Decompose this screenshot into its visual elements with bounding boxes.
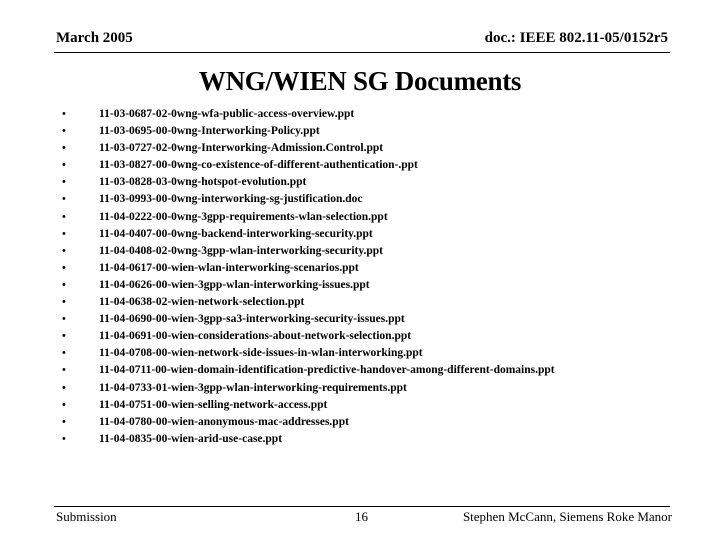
list-item — [62, 313, 555, 330]
header-doc-id: doc.: IEEE 802.11-05/0152r5 — [484, 30, 668, 46]
document-filename: 11-03-0727-02-0wng-Interworking-Admission.Control.ppt — [99, 142, 384, 155]
list-item — [62, 125, 555, 142]
document-filename: 11-03-0993-00-0wng-interworking-sg-justification.doc — [99, 193, 363, 206]
bullet-icon: • — [62, 364, 66, 377]
list-item — [62, 159, 555, 176]
list-item — [62, 176, 555, 193]
document-filename: 11-04-0626-00-wien-3gpp-wlan-interworking-issues.ppt — [99, 278, 370, 291]
header-divider — [54, 52, 670, 53]
bullet-icon: • — [62, 278, 66, 291]
document-list — [62, 108, 555, 450]
bullet-icon: • — [62, 296, 66, 309]
bullet-icon: • — [62, 176, 66, 189]
document-filename: 11-04-0408-02-0wng-3gpp-wlan-interworking-security.ppt — [99, 244, 383, 257]
list-item — [62, 211, 555, 228]
list-item — [62, 364, 555, 381]
document-filename: 11-03-0828-03-0wng-hotspot-evolution.ppt — [99, 176, 307, 189]
list-item — [62, 399, 555, 416]
document-filename: 11-04-0407-00-0wng-backend-interworking-security.ppt — [99, 227, 373, 240]
document-filename: 11-04-0690-00-wien-3gpp-sa3-interworking-security-issues.ppt — [99, 313, 405, 326]
list-item — [62, 262, 555, 279]
document-filename: 11-04-0835-00-wien-arid-use-case.ppt — [99, 432, 283, 445]
footer-divider — [54, 506, 670, 507]
bullet-icon: • — [62, 398, 66, 411]
slide-title: WNG/WIEN SG Documents — [198, 66, 522, 96]
bullet-icon: • — [62, 261, 66, 274]
bullet-icon: • — [62, 108, 66, 120]
document-filename: 11-03-0695-00-0wng-Interworking-Policy.ppt — [99, 125, 320, 138]
list-item — [62, 416, 555, 433]
list-item — [62, 228, 555, 245]
bullet-icon: • — [62, 210, 66, 223]
list-item — [62, 382, 555, 399]
bullet-icon: • — [62, 227, 66, 240]
bullet-icon: • — [62, 125, 66, 138]
document-filename: 11-04-0780-00-wien-anonymous-mac-addresses.ppt — [99, 415, 349, 428]
document-filename: 11-04-0733-01-wien-3gpp-wlan-interworking-requirements.ppt — [99, 381, 407, 394]
list-item — [62, 296, 555, 313]
list-item — [62, 245, 555, 262]
bullet-icon: • — [62, 313, 66, 326]
list-item — [62, 193, 555, 210]
document-filename: 11-04-0638-02-wien-network-selection.ppt — [99, 296, 305, 309]
bullet-icon: • — [62, 415, 66, 428]
bullet-icon: • — [62, 347, 66, 360]
bullet-icon: • — [62, 159, 66, 172]
document-filename: 11-04-0617-00-wien-wlan-interworking-scenarios.ppt — [99, 261, 359, 274]
bullet-icon: • — [62, 142, 66, 155]
footer-submission: Submission — [56, 509, 117, 524]
bullet-icon: • — [62, 193, 66, 206]
document-filename: 11-03-0687-02-0wng-wfa-public-access-overview.ppt — [99, 108, 355, 120]
list-item — [62, 330, 555, 347]
page-number: 16 — [355, 509, 368, 524]
bullet-icon: • — [62, 381, 66, 394]
document-filename: 11-04-0711-00-wien-domain-identification-predictive-handover-among-different-domains.ppt — [99, 364, 555, 377]
list-item — [62, 433, 555, 450]
footer-author: Stephen McCann, Siemens Roke Manor — [462, 509, 672, 524]
document-filename: 11-04-0222-00-0wng-3gpp-requirements-wlan-selection.ppt — [99, 210, 388, 223]
bullet-icon: • — [62, 244, 66, 257]
list-item — [62, 142, 555, 159]
document-filename: 11-04-0708-00-wien-network-side-issues-in-wlan-interworking.ppt — [99, 347, 423, 360]
bullet-icon: • — [62, 330, 66, 343]
header-date: March 2005 — [56, 30, 133, 46]
list-item — [62, 279, 555, 296]
document-filename: 11-04-0691-00-wien-considerations-about-network-selection.ppt — [99, 330, 412, 343]
document-filename: 11-03-0827-00-0wng-co-existence-of-different-authentication-.ppt — [99, 159, 418, 172]
bullet-icon: • — [62, 432, 66, 445]
list-item — [62, 347, 555, 364]
document-filename: 11-04-0751-00-wien-selling-network-access.ppt — [99, 398, 328, 411]
list-item — [62, 108, 555, 125]
